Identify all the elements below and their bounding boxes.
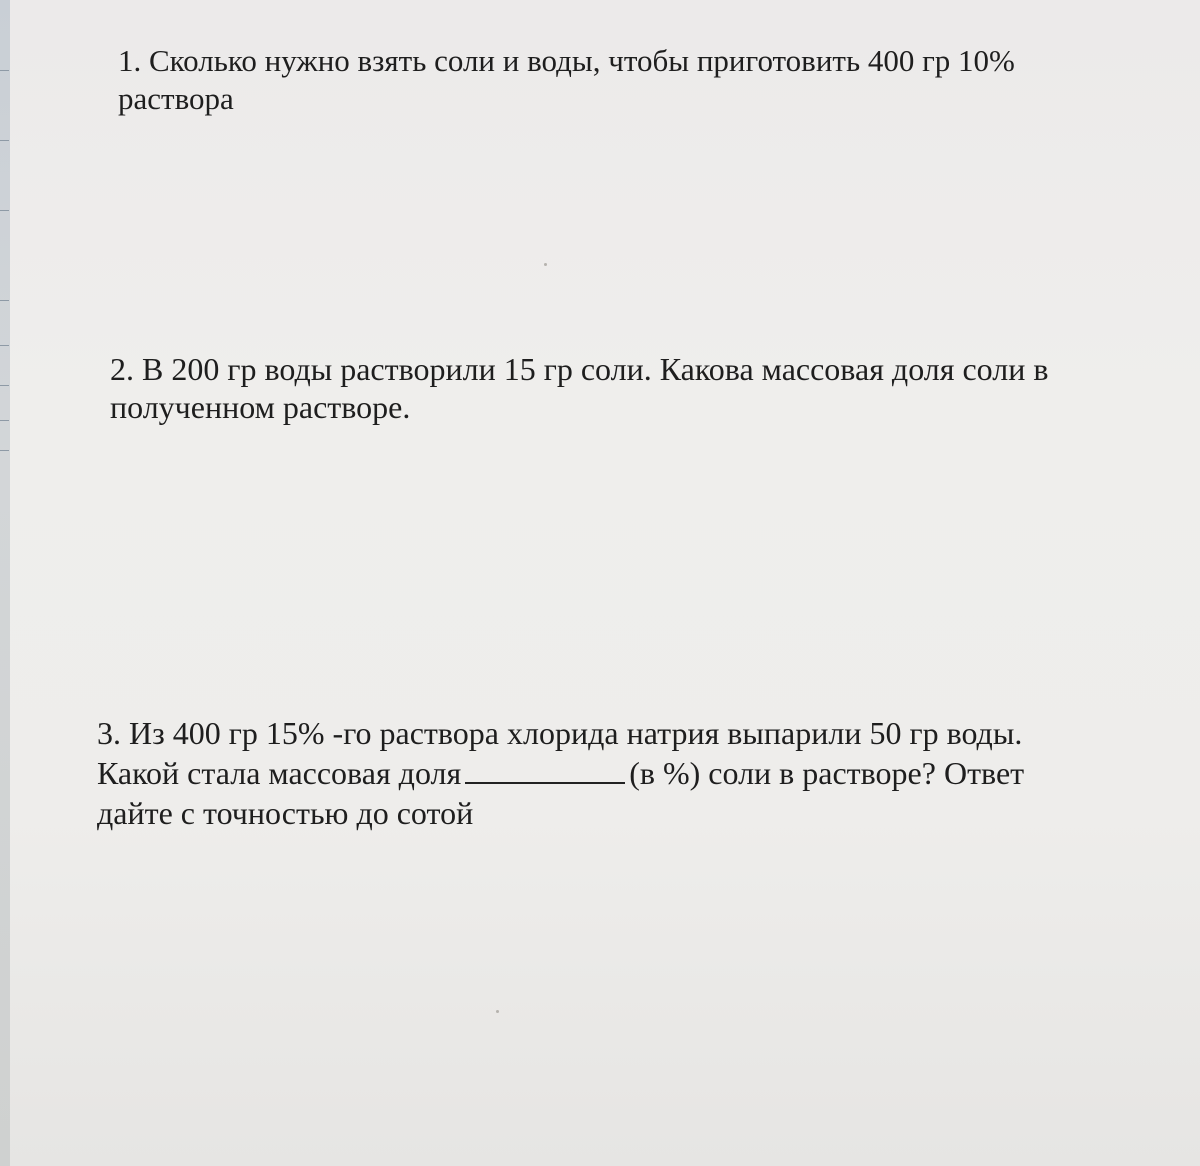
question-3 [97,713,1024,833]
paper-speck [544,263,547,266]
answer-blank [465,781,625,784]
grid-mark [0,140,9,141]
grid-mark [0,300,9,301]
grid-mark [0,70,9,71]
question-1 [118,42,1015,118]
grid-mark [0,385,9,386]
worksheet-page [10,0,1200,1166]
question-3-line-2-end: (в %) соли в растворе? Ответ [629,755,1025,791]
grid-mark [0,420,9,421]
grid-mark [0,450,9,451]
question-2-line-2: полученном растворе. [110,389,411,425]
question-2-line-1: 2. В 200 гр воды растворили 15 гр соли. Какова массовая доля соли в [110,351,1049,387]
question-2 [110,350,1048,426]
question-3-line-2-start: Какой стала массовая доля [97,755,462,791]
grid-mark [0,345,9,346]
grid-mark [0,210,9,211]
question-3-line-3: дайте с точностью до сотой [97,795,474,831]
question-3-line-1: 3. Из 400 гр 15% -го раствора хлорида натрия выпарили 50 гр воды. [97,715,1023,751]
paper-speck [496,1010,499,1013]
question-1-line-2: раствора [118,81,234,116]
question-1-line-1: 1. Сколько нужно взять соли и воды, чтобы приготовить 400 гр 10% [118,43,1015,78]
